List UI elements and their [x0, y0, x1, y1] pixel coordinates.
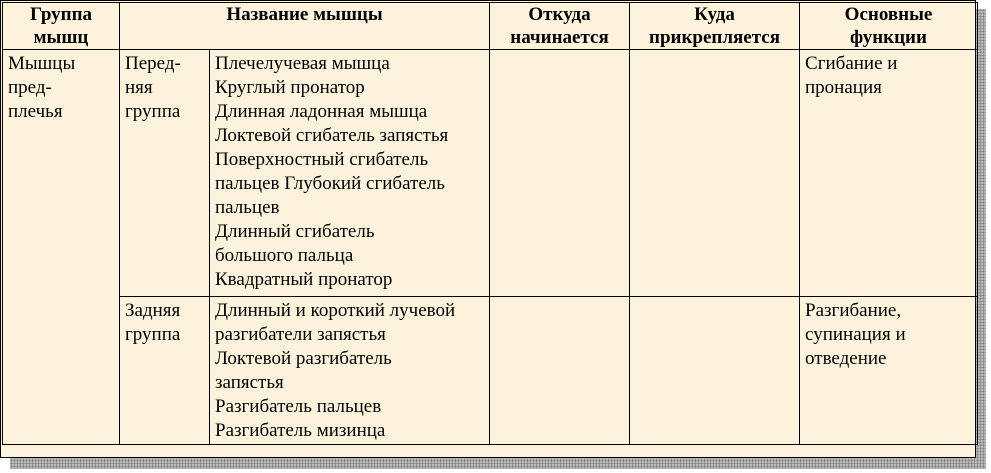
muscle-name: пальцев Глубокий сгибатель: [215, 173, 445, 194]
header-origin: Откуда начинается: [490, 3, 630, 50]
muscle-name: Плечелучевая мышца: [215, 53, 390, 74]
muscle-name: разгибатели запястья: [215, 324, 386, 345]
muscle-name: пальцев: [215, 197, 280, 218]
cell-muscles-anterior: [210, 50, 490, 297]
muscle-name: Длинная ладонная мышца: [215, 101, 428, 122]
muscle-name: Длинный и короткий лучевой: [215, 300, 456, 321]
cell-subgroup-posterior: Задняя группа: [120, 297, 210, 445]
cell-insertion-anterior: [630, 50, 800, 297]
muscle-name: Локтевой разгибатель: [215, 348, 392, 369]
muscle-name: Разгибатель мизинца: [215, 420, 386, 441]
header-group: Группа мышц: [3, 3, 120, 50]
cell-insertion-posterior: [630, 297, 800, 445]
table-row-posterior: [3, 297, 978, 445]
muscle-name: Поверхностный сгибатель: [215, 149, 429, 170]
muscle-name: Разгибатель пальцев: [215, 396, 382, 417]
muscle-name: Длинный сгибатель: [215, 221, 375, 242]
muscle-name: Локтевой сгибатель запястья: [215, 125, 449, 146]
cell-origin-posterior: [490, 297, 630, 445]
header-muscle-name: Название мышцы: [120, 3, 490, 50]
header-functions: Основные функции: [800, 3, 978, 50]
header-row: [3, 3, 978, 50]
cell-subgroup-anterior: Перед- няя группа: [120, 50, 210, 297]
cell-functions-posterior: Разгибание, супинация и отведение: [800, 297, 978, 445]
cell-functions-anterior: Сгибание и пронация: [800, 50, 978, 297]
forearm-muscles-table: [2, 2, 978, 445]
cell-origin-anterior: [490, 50, 630, 297]
muscle-name: Квадратный пронатор: [215, 269, 393, 290]
table-row-anterior: [3, 50, 978, 297]
cell-muscle-group: Мышцы пред- плечья: [3, 50, 120, 445]
muscle-name: большого пальца: [215, 245, 354, 266]
header-insertion: Куда прикрепляется: [630, 3, 800, 50]
muscle-name: Круглый пронатор: [215, 77, 365, 98]
muscle-name: запястья: [215, 372, 284, 393]
cell-muscles-posterior: [210, 297, 490, 445]
